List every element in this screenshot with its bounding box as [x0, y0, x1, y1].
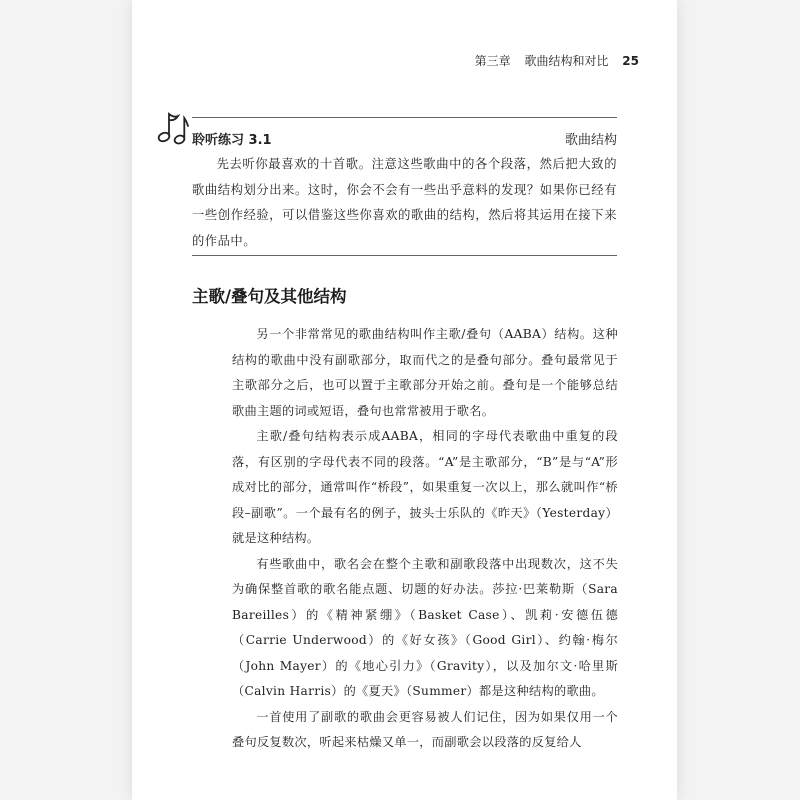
- exercise-topic: 歌曲结构: [564, 133, 617, 148]
- body-paragraph: 有些歌曲中，歌名会在整个主歌和副歌段落中出现数次，这不失为确保整首歌的歌名能点题、切题的好办法。莎拉·巴莱勒斯（Sara Bareilles）的《精神紧绷》（Basket Case）、凯莉·安德伍德（Carrie Underwood）的《好女孩》（Good Girl）、约翰·梅尔（John Mayer）的《地心引力》（Gravity），以及加尔文·哈里斯（Calvin Harris）的《夏天》（Summer）都是这种结构的歌曲。: [232, 556, 618, 698]
- exercise-label: 聆听练习 3.1: [192, 133, 272, 148]
- body-paragraph: 另一个非常常见的歌曲结构叫作主歌/叠句（AABA）结构。这种结构的歌曲中没有副歌部分，取而代之的是叠句部分。叠句最常见于主歌部分之后，也可以置于主歌部分开始之前。叠句是一个能够总结歌曲主题的词或短语，叠句也常常被用于歌名。: [232, 327, 618, 418]
- body-paragraph: 一首使用了副歌的歌曲会更容易被人们记住，因为如果仅用一个叠句反复数次，听起来枯燥又单一，而副歌会以段落的反复给人: [232, 709, 618, 749]
- exercise-text: 先去听你最喜欢的十首歌。注意这些歌曲中的各个段落，然后把大致的歌曲结构划分出来。这时，你会不会有一些出乎意料的发现？如果你已经有一些创作经验，可以借鉴这些你喜欢的歌曲的结构，然后将其运用在接下来的作品中。: [192, 157, 617, 248]
- page-number: 25: [622, 54, 639, 68]
- book-page: [132, 0, 677, 800]
- body-text: [232, 322, 618, 756]
- section-heading: 主歌/叠句及其他结构: [192, 287, 347, 306]
- music-note-icon: [156, 110, 190, 146]
- running-head: [475, 52, 639, 69]
- body-paragraph: 主歌/叠句结构表示成AABA，相同的字母代表歌曲中重复的段落，有区别的字母代表不同的段落。“A”是主歌部分，“B”是与“A”形成对比的部分，通常叫作“桥段”，如果重复一次以上，那么就叫作“桥段–副歌”。一个最有名的例子，披头士乐队的《昨天》（Yesterday）就是这种结构。: [232, 429, 618, 545]
- running-head-chapter: 第三章: [474, 54, 511, 68]
- listening-exercise-box: [192, 117, 617, 256]
- running-head-title: 歌曲结构和对比: [524, 54, 609, 68]
